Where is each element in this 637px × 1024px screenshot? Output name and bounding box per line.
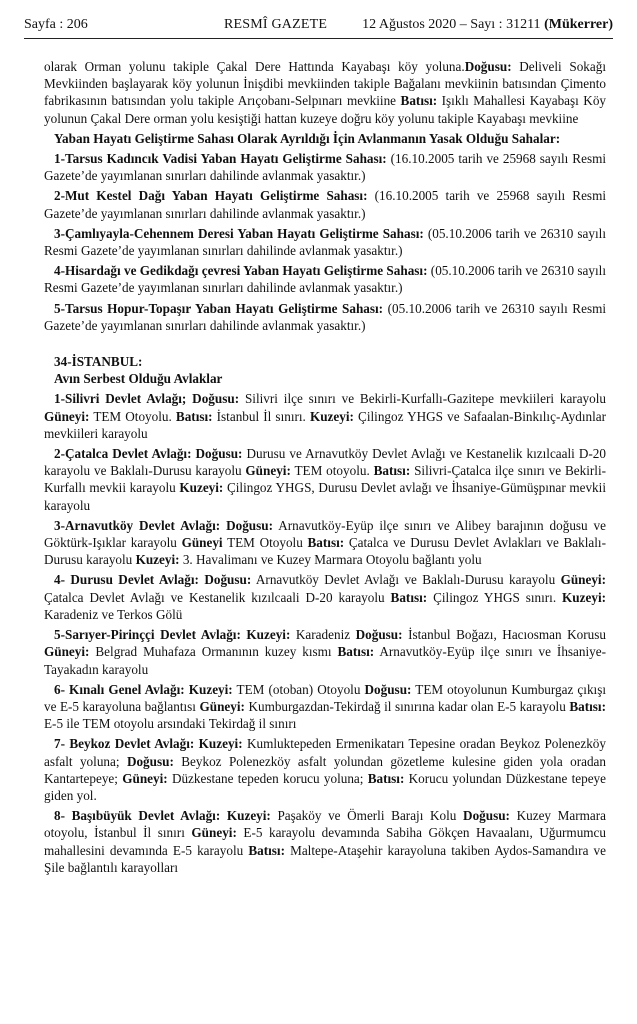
direction-label: Batısı: <box>175 408 213 424</box>
direction-label: Doğusu: <box>126 753 174 769</box>
avlak-name: 5-Sarıyer-Pirinççi Devlet Avlağı: <box>54 627 241 643</box>
boundary-text: Kumluktepeden Ermenikatarı Tepesine oradan Beykoz Polenezköy asfalt yoluna; <box>44 736 606 769</box>
direction-label: Güneyi: <box>191 825 237 841</box>
boundary-text: E-5 ile TEM otoyolu arsındaki Tekirdağ il sınırı <box>44 716 297 732</box>
yaban-item-text: (05.10.2006 tarih ve 26310 sayılı Resmi Gazete’de yayımlanan sınırları dahilinde avlanmak yasaktır.) <box>44 300 607 333</box>
issue-info <box>362 16 613 33</box>
spacer <box>44 337 606 353</box>
issue-extra-label: (Mükerrer) <box>544 17 613 32</box>
direction-label: Güneyi <box>181 535 223 551</box>
yaban-item <box>44 187 606 221</box>
page-header <box>24 14 613 39</box>
yaban-item-text: (05.10.2006 tarih ve 26310 sayılı Resmi Gazete’de yayımlanan sınırları dahilinde avlanmak yasaktır.) <box>44 263 607 296</box>
direction-label: Kuzeyi: <box>562 589 606 605</box>
avlak-paragraph <box>44 390 606 442</box>
avlak-paragraph <box>44 445 606 514</box>
yaban-item-name: 1-Tarsus Kadıncık Vadisi Yaban Hayatı Geliştirme Sahası: <box>54 151 387 167</box>
boundary-text: TEM otoyolu. <box>290 463 374 479</box>
boundary-text: Maltepe-Ataşehir karayoluna takiben Aydos-Samandıra ve Şile bağlantılı karayolları <box>44 842 606 875</box>
boundary-text: TEM Otoyolu. <box>89 408 176 424</box>
direction-label: Doğusu: <box>198 572 252 588</box>
direction-label: Kuzeyi: <box>220 808 271 824</box>
yaban-heading: Yaban Hayatı Geliştirme Sahası Olarak Ayrıldığı İçin Avlanmanın Yasak Olduğu Sahalar: <box>54 130 561 146</box>
avlak-name: 7- Beykoz Devlet Avlağı: <box>54 736 195 752</box>
boundary-text: E-5 karayolu devamında Sabiha Gökçen Havaalanı, Uğurmumcu mahallesini devamında E-5 karayolu <box>44 825 606 858</box>
boundary-text: İstanbul Boğazı, Hacıosman Korusu <box>402 627 606 643</box>
page-number: Sayfa : 206 <box>24 17 88 32</box>
intro-text: Deliveli Sokağı Mevkiinden başlayarak köy yolunun İnişdibi mevkiinden takiple Bağalanı mevkiinin batısından Çimento fabrikasının batısından yolu takiple Arıçobanı-Selpınarı mevkiine <box>44 59 606 109</box>
direction-label: Doğusu: <box>463 808 510 824</box>
boundary-text: Karadeniz ve Terkos Gölü <box>44 606 183 622</box>
boundary-text: Belgrad Muhafaza Ormanının kuzey kısmı <box>89 644 338 660</box>
intro-text: Işıklı Mahallesi Kayabaşı Köy yolunun Çakal Dere orman yolu kesiştiği hattan kuzeye doğru köy yolunu takiple Kayabaşı mevkiine <box>44 93 607 126</box>
avlak-paragraph <box>44 626 606 678</box>
boundary-text: İstanbul İl sınırı. <box>212 408 310 424</box>
yaban-item-name: 4-Hisardağı ve Gedikdağı çevresi Yaban Hayatı Geliştirme Sahası: <box>54 263 428 279</box>
boundary-text: Silivri-Çatalca ilçe sınırı ve Bekirli-Kurfallı mevkii karayolu <box>44 463 606 496</box>
direction-label: Doğusu: <box>464 59 512 74</box>
boundary-text: TEM otoyolunun Kumburgaz çıkışı ve E-5 karayoluna bağlantısı <box>44 681 606 714</box>
boundary-text: Korucu yolundan Düzkestane tepeye giden yol. <box>44 770 606 803</box>
boundary-text: Kumburgazdan-Tekirdağ il sınırına kadar olan E-5 karayolu <box>244 698 570 714</box>
direction-label: Güneyi: <box>122 770 168 786</box>
boundary-text: Durusu ve Arnavutköy Devlet Avlağı ve Kestanelik kızılcaali D-20 karayolu ve Baklalı-Durusu karayolu <box>44 446 606 479</box>
yaban-item-text: (05.10.2006 tarih ve 26310 sayılı Resmi Gazete’de yayımlanan sınırları dahilinde avlanmak yasaktır.) <box>44 225 606 259</box>
boundary-text: Çilingoz YHGS sınırı. <box>427 589 563 605</box>
boundary-text: Çatalca Devlet Avlağı ve Kestanelik kızılcaali D-20 karayolu <box>44 589 391 605</box>
yaban-item <box>44 300 606 334</box>
avlak-name: 8- Başıbüyük Devlet Avlağı: <box>54 808 221 824</box>
yaban-item-name: 5-Tarsus Hopur-Topaşır Yaban Hayatı Geliştirme Sahası: <box>54 300 384 316</box>
yaban-item-text: (16.10.2005 tarih ve 25968 sayılı Resmi Gazete’de yayımlanan sınırları dahilinde avlanmak yasaktır.) <box>44 188 606 221</box>
boundary-text: Arnavutköy-Eyüp ilçe sınırı ve İhsaniye-Tayakadın karayolu <box>44 644 607 677</box>
boundary-text: 3. Havalimanı ve Kuzey Marmara Otoyolu bağlantı yolu <box>179 552 482 568</box>
direction-label: Batısı: <box>337 644 375 660</box>
direction-label: Doğusu: <box>220 517 273 533</box>
avlak-name: 4- Durusu Devlet Avlağı: <box>54 572 199 588</box>
avlak-name: 3-Arnavutköy Devlet Avlağı: <box>54 517 221 533</box>
avlak-paragraph <box>44 681 606 733</box>
boundary-text: Arnavutköy Devlet Avlağı ve Baklalı-Durusu karayolu <box>251 572 561 588</box>
boundary-text: TEM Otoyolu <box>222 535 308 551</box>
boundary-text: Beykoz Polenezköy asfalt yolundan gözetleme kulesine giden yola oradan Kantartepeye; <box>44 753 606 786</box>
direction-label: Güneyi: <box>199 698 245 714</box>
direction-label: Batısı: <box>307 535 345 551</box>
direction-label: Doğusu: <box>186 391 240 407</box>
boundary-text: Karadeniz <box>290 627 356 643</box>
direction-label: Kuzeyi: <box>184 681 233 697</box>
avlak-name: 2-Çatalca Devlet Avlağı: <box>54 446 192 462</box>
boundary-text: Düzkestane tepeden korucu yoluna; <box>167 770 368 786</box>
direction-label: Batısı: <box>248 842 285 858</box>
yaban-item <box>44 262 606 296</box>
yaban-item-name: 2-Mut Kestel Dağı Yaban Hayatı Geliştirme Sahası: <box>54 188 368 204</box>
yaban-item-name: 3-Çamlıyayla-Cehennem Deresi Yaban Hayatı Geliştirme Sahası: <box>54 225 424 241</box>
avlak-paragraph <box>44 571 606 623</box>
direction-label: Kuzeyi: <box>135 552 180 568</box>
direction-label: Batısı: <box>569 698 606 714</box>
direction-label: Güneyi: <box>560 572 606 588</box>
boundary-text: Paşaköy ve Ömerli Barajı Kolu <box>270 808 464 824</box>
avlak-subheading: Avın Serbest Olduğu Avlaklar <box>54 371 223 387</box>
direction-label: Batısı: <box>400 93 438 109</box>
direction-label: Batısı: <box>390 589 428 605</box>
direction-label: Doğusu: <box>364 681 412 697</box>
boundary-text: Arnavutköy-Eyüp ilçe sınırı ve Alibey barajının doğusu ve Göktürk-Işıklar karayolu <box>44 517 607 551</box>
boundary-text: Çatalca ve Durusu Devlet Avlakları ve Baklalı-Durusu karayolu <box>44 535 606 568</box>
yaban-item <box>44 225 606 259</box>
avlak-name: 6- Kınalı Genel Avlağı: <box>54 681 185 697</box>
boundary-text: TEM (otoban) Otoyolu <box>232 681 365 697</box>
avlak-paragraph <box>44 807 606 876</box>
direction-label: Güneyi: <box>245 463 291 479</box>
boundary-text: Çilingoz YHGS ve Safaalan-Binkılıç-Aydınlar mevkiileri karayolu <box>44 408 607 441</box>
yaban-item <box>44 150 606 184</box>
province-title: 34-İSTANBUL: <box>54 354 143 370</box>
direction-label: Kuzeyi: <box>240 627 291 643</box>
avlak-paragraph <box>44 517 606 569</box>
avlak-name: 1-Silivri Devlet Avlağı; <box>54 391 187 407</box>
boundary-text: Çilingoz YHGS, Durusu Devlet avlağı ve İhsaniye-Gümüşpınar mevkii karayolu <box>44 480 606 513</box>
direction-label: Batısı: <box>373 463 411 479</box>
direction-label: Batısı: <box>367 770 405 786</box>
direction-label: Kuzeyi: <box>309 408 354 424</box>
direction-label: Güneyi: <box>44 408 90 424</box>
document-body <box>44 58 606 879</box>
direction-label: Kuzeyi: <box>179 480 224 496</box>
intro-text: olarak Orman yolunu takiple Çakal Dere Hattında Kayabaşı köy yoluna. <box>44 59 465 74</box>
direction-label: Doğusu: <box>355 627 403 643</box>
direction-label: Güneyi: <box>44 644 90 660</box>
avlak-paragraph <box>44 735 606 804</box>
issue-date-number: 12 Ağustos 2020 – Sayı : 31211 <box>362 17 545 32</box>
boundary-text: Kuzey Marmara otoyolu, İstanbul İl sınırı <box>44 808 606 841</box>
direction-label: Doğusu: <box>191 446 243 462</box>
intro-paragraph <box>44 58 606 127</box>
publication-title: RESMÎ GAZETE <box>224 17 328 32</box>
boundary-text: Silivri ilçe sınırı ve Bekirli-Kurfallı-Gazitepe mevkiileri karayolu <box>239 391 606 407</box>
direction-label: Kuzeyi: <box>194 736 243 752</box>
yaban-item-text: (16.10.2005 tarih ve 25968 sayılı Resmi Gazete’de yayımlanan sınırları dahilinde avlanmak yasaktır.) <box>44 151 606 184</box>
